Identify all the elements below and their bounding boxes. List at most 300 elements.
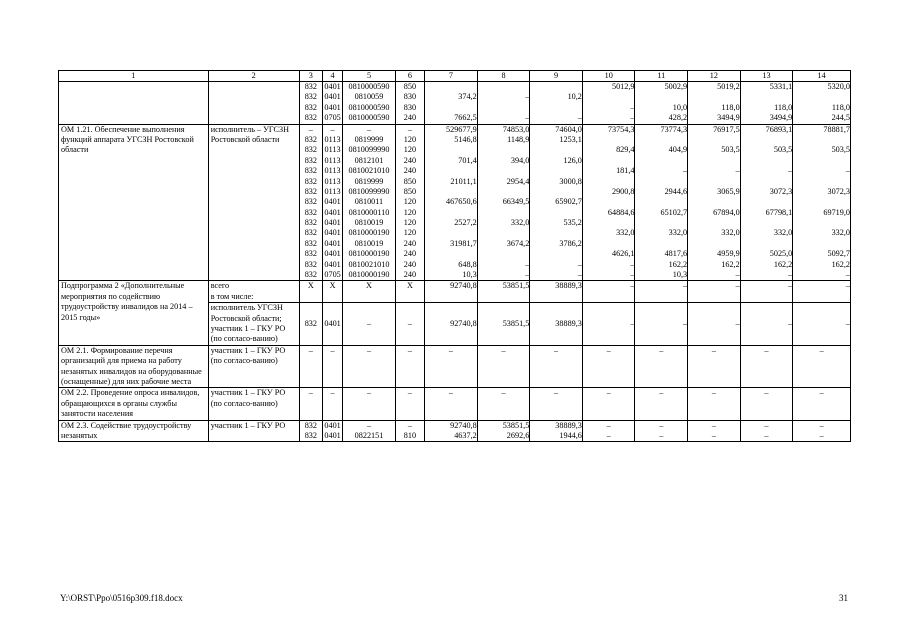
cell-line: 832 <box>304 270 317 280</box>
cell-line: 0401 <box>324 259 341 269</box>
cell-line: 832 <box>304 92 317 102</box>
cell-line <box>793 156 850 166</box>
cell-line: – <box>819 420 824 430</box>
cell-line: – <box>606 420 611 430</box>
cell-line: 3674,2 <box>506 238 530 248</box>
cell-line: 0401 <box>324 228 341 238</box>
cell-line: 0113 <box>324 145 341 155</box>
executor-value: – <box>688 303 741 346</box>
cell-line: 503,5 <box>773 145 793 155</box>
cell-line: 0819999 <box>354 176 384 186</box>
cell-line: 832 <box>304 259 317 269</box>
cell-line: – <box>788 270 793 280</box>
table-row <box>59 82 851 125</box>
value-cell-c8 <box>477 82 530 125</box>
cell-line: 332,0 <box>721 228 740 238</box>
cell-line: – <box>630 102 635 112</box>
cell-line: – <box>819 431 824 441</box>
value-cell-c6 <box>395 420 424 442</box>
cell-line: 503,5 <box>831 145 850 155</box>
total-value: 92740,8 <box>425 281 478 303</box>
cell-line <box>741 197 793 207</box>
cell-line: 4817,6 <box>664 249 688 259</box>
column-header-8: 8 <box>477 71 530 82</box>
measure-name: ОМ 2.1. Формирование перечня организаций для приема на работу незанятых инвалидов на оборудованные (оснащенные) для них рабочие места <box>59 345 209 388</box>
cell-line: 66349,5 <box>502 197 530 207</box>
cell-line: – <box>630 113 635 123</box>
value-cell-c13 <box>740 82 793 125</box>
value-cell: – <box>425 388 478 420</box>
value-cell-c10 <box>582 82 635 125</box>
cell-line: 2527,2 <box>454 218 477 228</box>
value-cell: – <box>582 345 635 388</box>
cell-line: 240 <box>403 270 417 280</box>
cell-line: 0812101 <box>354 155 384 165</box>
cell-line: 118,0 <box>721 102 740 112</box>
cell-line: – <box>659 420 664 430</box>
cell-line <box>688 156 740 166</box>
cell-line: 3072,3 <box>827 186 850 196</box>
header-row <box>59 71 851 82</box>
incl-label: в том числе: <box>210 291 254 301</box>
value-cell: – <box>322 388 342 420</box>
cell-line: 332,0 <box>510 218 530 228</box>
value-cell: – <box>688 345 741 388</box>
table-row <box>59 124 851 281</box>
cell-line: 374,2 <box>458 92 477 102</box>
cell-line: 0401 <box>324 82 341 91</box>
cell-line: 0810099990 <box>348 186 390 196</box>
cell-line: 0401 <box>324 420 341 430</box>
column-header-10: 10 <box>582 71 635 82</box>
value-cell: – <box>299 345 322 388</box>
value-cell-c6 <box>395 124 424 281</box>
cell-line: – <box>308 124 313 134</box>
cell-line: 648,8 <box>458 259 477 269</box>
value-cell: – <box>343 345 396 388</box>
value-cell: – <box>395 345 424 388</box>
cell-line: 0810011 <box>354 197 384 207</box>
cell-line: 3494,9 <box>769 113 793 123</box>
total-value: 38889,3 <box>530 281 583 303</box>
executor-value: – <box>582 303 635 346</box>
cell-line: 832 <box>304 186 317 196</box>
total-value: – <box>793 281 851 303</box>
cell-line: 2944,6 <box>664 186 688 196</box>
value-cell-c3 <box>299 124 322 281</box>
cell-line: – <box>735 270 740 280</box>
cell-line: 832 <box>304 249 317 259</box>
cell-line: 5019,2 <box>717 82 740 91</box>
cell-line: 5012,9 <box>611 82 635 91</box>
cell-line: 0113 <box>324 155 341 165</box>
cell-line: 92740,8 <box>450 420 477 430</box>
cell-line: 0810099990 <box>348 145 390 155</box>
cell-line <box>688 177 740 187</box>
executor-value: – <box>793 303 851 346</box>
cell-line: 529677,9 <box>446 124 477 134</box>
cell-line: 0810000590 <box>348 82 390 91</box>
cell-line: 53851,5 <box>502 420 530 430</box>
cell-line: 0401 <box>324 92 341 102</box>
cell-line: 120 <box>403 145 417 155</box>
cell-line: 832 <box>304 145 317 155</box>
cell-line <box>688 197 740 207</box>
cell-line <box>530 228 582 238</box>
cell-line: 832 <box>304 134 317 144</box>
cell-line: 38889,3 <box>555 420 582 430</box>
cell-line <box>478 145 530 155</box>
cell-line: 0113 <box>324 186 341 196</box>
cell-line <box>635 197 687 207</box>
measure-name <box>59 82 209 125</box>
value-cell-c11 <box>635 82 688 125</box>
cell-line: 850 <box>403 186 417 196</box>
executor-value: – <box>343 303 396 346</box>
value-cell: – <box>635 388 688 420</box>
value-cell: – <box>477 388 530 420</box>
cell-line: 832 <box>304 238 317 248</box>
cell-line: 832 <box>304 197 317 207</box>
cell-line <box>583 177 635 187</box>
cell-line <box>530 208 582 218</box>
cell-line: 162,2 <box>831 259 850 269</box>
cell-line <box>635 135 687 145</box>
cell-line: 832 <box>304 431 317 441</box>
cell-line: 240 <box>403 155 417 165</box>
value-cell-c10 <box>582 420 635 442</box>
value-cell-c13 <box>740 124 793 281</box>
cell-line: 3494,9 <box>717 113 740 123</box>
cell-line: 0401 <box>324 207 341 217</box>
cell-line: 73774,3 <box>660 124 688 134</box>
measure-name: ОМ 2.2. Проведение опроса инвалидов, обращающихся в органы службы занятости населения <box>59 388 209 420</box>
cell-line: 65102,7 <box>660 207 688 217</box>
cell-line: 10,3 <box>672 270 688 280</box>
total-value: – <box>635 281 688 303</box>
cell-line: 4959,9 <box>717 249 740 259</box>
cell-line: 4637,2 <box>454 431 477 441</box>
cell-line <box>741 156 793 166</box>
column-header-2: 2 <box>208 71 299 82</box>
cell-line <box>635 218 687 228</box>
cell-line <box>741 218 793 228</box>
cell-line: 1148,9 <box>507 134 530 144</box>
cell-line: 31981,7 <box>450 238 477 248</box>
cell-line: 3072,3 <box>769 186 793 196</box>
cell-line: 832 <box>304 176 317 186</box>
cell-line <box>478 208 530 218</box>
cell-line: 74604,0 <box>555 124 582 134</box>
cell-line: 1253,1 <box>559 134 582 144</box>
cell-line: – <box>577 113 582 123</box>
column-header-12: 12 <box>688 71 741 82</box>
cell-line: 0810021010 <box>348 166 390 176</box>
cell-line <box>635 156 687 166</box>
column-header-1: 1 <box>59 71 209 82</box>
cell-line: 832 <box>304 207 317 217</box>
total-value: X <box>322 281 342 303</box>
cell-line: 3065,9 <box>717 186 740 196</box>
cell-line: 503,5 <box>721 145 740 155</box>
total-value: X <box>299 281 322 303</box>
value-cell-c11 <box>635 420 688 442</box>
executor-value: – <box>395 303 424 346</box>
cell-line: 0401 <box>324 431 341 441</box>
cell-line: – <box>366 124 372 134</box>
subprogram-name: Подпрограмма 2 «Дополнительные мероприятия по содействию трудоустройству инвалидов на 2014 – 2015 годы» <box>59 281 209 345</box>
cell-line: – <box>630 270 635 280</box>
cell-line: 162,2 <box>668 259 688 269</box>
cell-line: 0810000590 <box>348 113 390 123</box>
value-cell-c9 <box>530 420 583 442</box>
cell-line: 5146,8 <box>454 134 477 144</box>
cell-line <box>688 135 740 145</box>
cell-line: – <box>788 166 793 176</box>
cell-line: 0401 <box>324 218 341 228</box>
subprogram-total-row <box>59 281 851 303</box>
value-cell-c5 <box>343 420 396 442</box>
cell-line: 120 <box>403 197 417 207</box>
cell-line: 0401 <box>324 197 341 207</box>
cell-line <box>793 239 850 249</box>
cell-line: 394,0 <box>510 155 530 165</box>
cell-line: 0810000190 <box>348 249 390 259</box>
cell-line <box>425 228 477 238</box>
cell-line: 832 <box>304 420 317 430</box>
executor <box>208 82 299 125</box>
cell-line: 829,4 <box>616 145 635 155</box>
value-cell-c13 <box>740 420 793 442</box>
total-value: – <box>688 281 741 303</box>
cell-line: 21011,1 <box>450 176 477 186</box>
cell-line <box>530 145 582 155</box>
value-cell: – <box>635 345 688 388</box>
executor-value: – <box>635 303 688 346</box>
column-header-7: 7 <box>425 71 478 82</box>
value-cell: – <box>322 345 342 388</box>
cell-line <box>425 145 477 155</box>
cell-line: – <box>525 92 530 102</box>
measure-name: ОМ 2.3. Содействие трудоустройству незанятых <box>59 420 209 442</box>
value-cell: – <box>740 345 793 388</box>
cell-line: – <box>330 124 335 134</box>
footer-file-path: Y:\ORST\Ppo\0516p309.f18.docx <box>60 593 183 603</box>
cell-line: 162,2 <box>721 259 740 269</box>
cell-line <box>425 249 477 259</box>
cell-line <box>425 166 477 176</box>
cell-line: 10,0 <box>672 102 688 112</box>
cell-line <box>793 135 850 145</box>
executor: участник 1 – ГКУ РО (по согласо-ванию) <box>208 388 299 420</box>
cell-line: 120 <box>403 134 417 144</box>
cell-line: 810 <box>403 431 417 441</box>
cell-line: 10,2 <box>567 92 582 102</box>
cell-line <box>478 82 530 92</box>
cell-line <box>741 239 793 249</box>
cell-line: – <box>525 270 530 280</box>
value-cell: – <box>530 345 583 388</box>
cell-line: 2954,4 <box>506 176 530 186</box>
executor-value: – <box>740 303 793 346</box>
cell-line: 181,4 <box>616 166 635 176</box>
cell-line <box>793 92 850 102</box>
cell-line: 120 <box>403 218 417 228</box>
column-header-11: 11 <box>635 71 688 82</box>
cell-line: – <box>711 431 716 441</box>
value-cell: – <box>793 388 851 420</box>
cell-line <box>478 228 530 238</box>
cell-line: 832 <box>304 166 317 176</box>
value-cell-c6 <box>395 82 424 125</box>
cell-line: – <box>630 259 635 269</box>
footer-page-number: 31 <box>839 593 848 603</box>
cell-line: – <box>764 420 769 430</box>
value-cell-c14 <box>793 124 851 281</box>
cell-line <box>635 92 687 102</box>
cell-line <box>583 156 635 166</box>
cell-line: 535,2 <box>563 218 582 228</box>
column-header-3: 3 <box>299 71 322 82</box>
cell-line: 332,0 <box>831 228 850 238</box>
cell-line: 76893,1 <box>765 124 793 134</box>
cell-line: 3786,2 <box>559 238 582 248</box>
cell-line: 76917,5 <box>713 124 740 134</box>
cell-line <box>793 177 850 187</box>
value-cell: – <box>530 388 583 420</box>
cell-line: 0113 <box>324 176 341 186</box>
cell-line: 0401 <box>324 238 341 248</box>
cell-line: – <box>682 166 688 176</box>
cell-line: – <box>764 431 769 441</box>
cell-line: 332,0 <box>668 228 688 238</box>
total-value: X <box>343 281 396 303</box>
cell-line <box>425 82 477 92</box>
total-value: X <box>395 281 424 303</box>
cell-line: 0810000190 <box>348 270 390 280</box>
value-cell-c5 <box>343 124 396 281</box>
cell-line <box>583 239 635 249</box>
cell-line <box>478 249 530 259</box>
executor: участник 1 – ГКУ РО <box>208 420 299 442</box>
cell-line: – <box>577 259 582 269</box>
cell-line: – <box>525 259 530 269</box>
cell-line: 404,9 <box>668 145 688 155</box>
cell-line: 832 <box>304 113 317 123</box>
executor: исполнитель УГСЗН Ростовской области; участник 1 – ГКУ РО (по согласо-ванию) <box>208 303 299 346</box>
budget-table <box>58 70 851 442</box>
cell-line: – <box>845 166 850 176</box>
value-cell: – <box>793 345 851 388</box>
cell-line: 0113 <box>324 134 341 144</box>
cell-line <box>635 177 687 187</box>
cell-line: 5092,7 <box>827 249 850 259</box>
cell-line <box>530 82 582 92</box>
cell-line: 0822151 <box>354 431 384 441</box>
cell-line: 0819999 <box>354 134 384 144</box>
cell-line: 2900,8 <box>611 186 635 196</box>
cell-line: – <box>525 113 530 123</box>
cell-line: 0810019 <box>354 238 384 248</box>
cell-line: 126,0 <box>563 155 582 165</box>
cell-line <box>688 218 740 228</box>
cell-line <box>530 103 582 113</box>
value-cell-c4 <box>322 82 342 125</box>
value-cell-c8 <box>477 420 530 442</box>
cell-line: 428,2 <box>668 113 688 123</box>
value-cell-c14 <box>793 420 851 442</box>
cell-line: 10,3 <box>462 270 477 280</box>
column-header-5: 5 <box>343 71 396 82</box>
cell-line: 0705 <box>324 270 341 280</box>
cell-line: 74853,0 <box>502 124 530 134</box>
value-cell: – <box>395 388 424 420</box>
cell-line: – <box>366 420 372 430</box>
cell-line: 162,2 <box>773 259 793 269</box>
cell-line: 69719,0 <box>823 207 850 217</box>
cell-line: 467650,6 <box>446 197 477 207</box>
cell-line: 5331,1 <box>769 82 793 91</box>
cell-line: 0810019 <box>354 218 384 228</box>
executor-value: 92740,8 <box>425 303 478 346</box>
cell-line <box>583 218 635 228</box>
executor-value: 53851,5 <box>477 303 530 346</box>
cell-line: – <box>845 270 850 280</box>
cell-line: 64884,6 <box>607 207 635 217</box>
total-value: – <box>582 281 635 303</box>
cell-line <box>478 187 530 197</box>
column-header-14: 14 <box>793 71 851 82</box>
cell-line <box>741 92 793 102</box>
cell-line: 7662,5 <box>454 113 477 123</box>
cell-line: 120 <box>403 207 417 217</box>
total-value: 53851,5 <box>477 281 530 303</box>
executor-value: 38889,3 <box>530 303 583 346</box>
value-cell-c9 <box>530 124 583 281</box>
value-cell-c11 <box>635 124 688 281</box>
cell-line <box>583 92 635 102</box>
total-value: – <box>740 281 793 303</box>
value-cell-c3 <box>299 82 322 125</box>
value-cell: – <box>582 388 635 420</box>
value-cell-c12 <box>688 82 741 125</box>
column-header-4: 4 <box>322 71 342 82</box>
cell-line <box>741 135 793 145</box>
cell-line: 244,5 <box>831 113 850 123</box>
cell-line: 832 <box>304 82 317 91</box>
cell-line: 118,0 <box>774 102 793 112</box>
cell-line: 830 <box>403 102 417 112</box>
cell-line: 832 <box>304 102 317 112</box>
value-cell-c12 <box>688 124 741 281</box>
cell-line: 0810000110 <box>348 207 390 217</box>
value-cell-c14 <box>793 82 851 125</box>
value-cell-c4 <box>322 420 342 442</box>
cell-line <box>425 187 477 197</box>
value-cell: – <box>343 388 396 420</box>
cell-line: 67894,0 <box>713 207 740 217</box>
value-cell-c9 <box>530 82 583 125</box>
value-cell-c7 <box>425 82 478 125</box>
value-cell: – <box>740 388 793 420</box>
value-cell: – <box>477 345 530 388</box>
cell-line: 0810059 <box>354 92 384 102</box>
cell-line: 5025,0 <box>769 249 793 259</box>
cell-line <box>425 208 477 218</box>
value-cell-c12 <box>688 420 741 442</box>
cell-line: 73754,3 <box>607 124 635 134</box>
cell-line: 0810021010 <box>348 259 390 269</box>
